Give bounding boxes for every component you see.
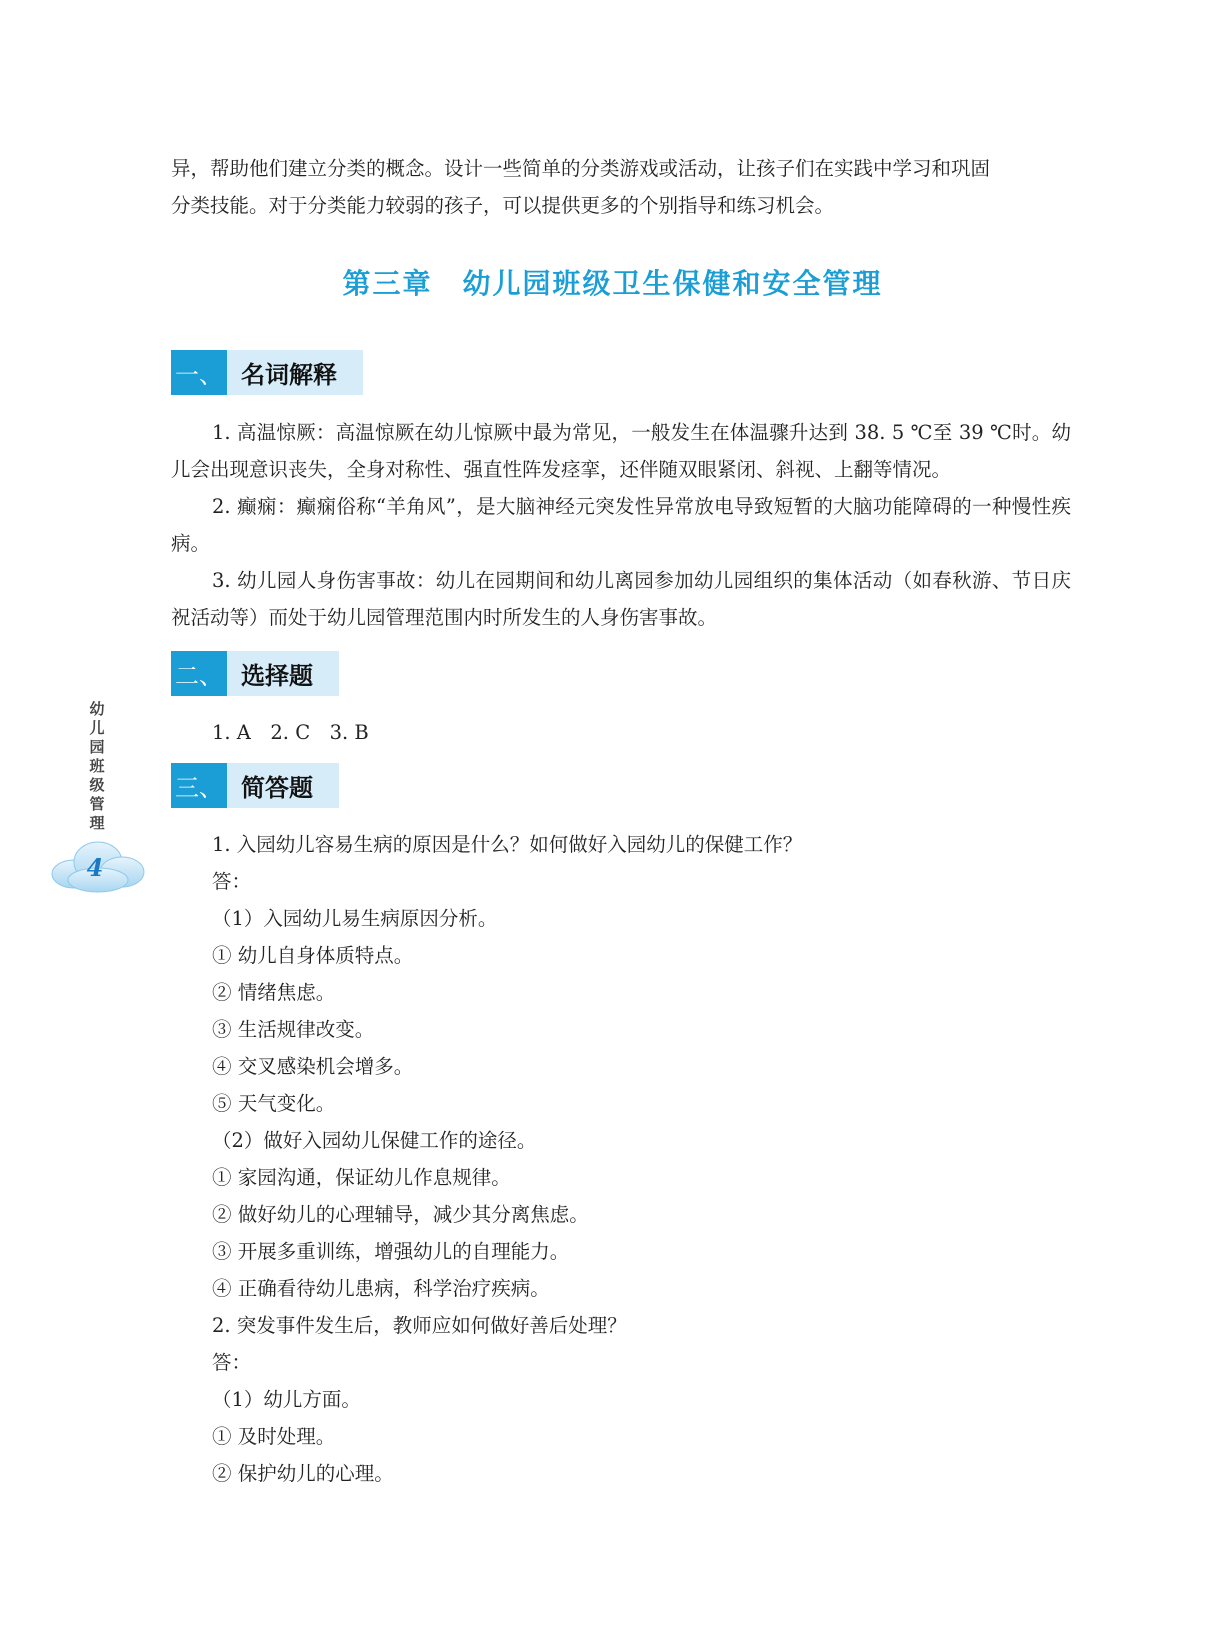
- qa-line: ③ 开展多重训练，增强幼儿的自理能力。: [212, 1240, 570, 1263]
- qa-line: （1）入园幼儿易生病原因分析。: [212, 907, 498, 930]
- qa-line: ⑤ 天气变化。: [212, 1092, 336, 1115]
- book-title-vertical: [86, 700, 108, 833]
- title-char: 儿: [89, 719, 105, 737]
- title-char: 班: [89, 757, 105, 775]
- chapter-heading: [0, 262, 1225, 302]
- intro-line-2: 分类技能。对于分类能力较弱的孩子，可以提供更多的个别指导和练习机会。: [171, 194, 835, 217]
- title-char: 管: [89, 795, 105, 813]
- qa-line: （1）幼儿方面。: [212, 1388, 361, 1411]
- qa-line: 1. 入园幼儿容易生病的原因是什么？如何做好入园幼儿的保健工作？: [212, 833, 803, 856]
- qa-line: ④ 正确看待幼儿患病，科学治疗疾病。: [212, 1277, 550, 1300]
- qa-line: 2. 突发事件发生后，教师应如何做好善后处理？: [212, 1314, 627, 1337]
- qa-line: ① 家园沟通，保证幼儿作息规律。: [212, 1166, 511, 1189]
- term-1: 1. 高温惊厥：高温惊厥在幼儿惊厥中最为常见，一般发生在体温骤升达到 38. 5 ℃至 39 ℃时。幼儿会出现意识丧失，全身对称性、强直性阵发痉挛，还伴随双眼紧闭、斜视、上翻等情况。: [171, 421, 1071, 481]
- qa-line: 答：: [212, 870, 252, 893]
- intro-line-1: 异，帮助他们建立分类的概念。设计一些简单的分类游戏或活动，让孩子们在实践中学习和巩固: [171, 157, 991, 180]
- section-name: 名词解释: [227, 350, 363, 395]
- qa-line: （2）做好入园幼儿保健工作的途径。: [212, 1129, 537, 1152]
- section-heading-terms: [171, 350, 363, 395]
- term-2: 2. 癫痫：癫痫俗称“羊角风”，是大脑神经元突发性异常放电导致短暂的大脑功能障碍的一种慢性疾病。: [171, 495, 1071, 555]
- qa-line: ① 幼儿自身体质特点。: [212, 944, 414, 967]
- term-3: 3. 幼儿园人身伤害事故：幼儿在园期间和幼儿离园参加幼儿园组织的集体活动（如春秋游、节日庆祝活动等）而处于幼儿园管理范围内时所发生的人身伤害事故。: [171, 569, 1071, 629]
- chapter-title: 幼儿园班级卫生保健和安全管理: [462, 267, 883, 300]
- qa-line: ② 保护幼儿的心理。: [212, 1462, 394, 1485]
- qa-line: ③ 生活规律改变。: [212, 1018, 375, 1041]
- chapter-number: 第三章: [342, 267, 433, 300]
- qa-line: ① 及时处理。: [212, 1425, 336, 1448]
- qa-line: 答：: [212, 1351, 252, 1374]
- section-name: 选择题: [227, 651, 339, 696]
- section-number: 二、: [171, 651, 227, 696]
- section-number: 一、: [171, 350, 227, 395]
- section-name: 简答题: [227, 763, 339, 808]
- qa-line: ④ 交叉感染机会增多。: [212, 1055, 414, 1078]
- qa-line: ② 情绪焦虑。: [212, 981, 336, 1004]
- qa-line: ② 做好幼儿的心理辅导，减少其分离焦虑。: [212, 1203, 589, 1226]
- section-number: 三、: [171, 763, 227, 808]
- title-char: 级: [89, 776, 105, 794]
- choice-answers: 1. A 2. C 3. B: [212, 721, 369, 744]
- title-char: 理: [89, 814, 105, 832]
- cloud-icon: [48, 836, 148, 896]
- title-char: 园: [89, 738, 105, 756]
- section-heading-short-answer: [171, 763, 339, 808]
- page-number: 4: [86, 853, 104, 882]
- section-heading-choice: [171, 651, 339, 696]
- title-char: 幼: [89, 700, 105, 718]
